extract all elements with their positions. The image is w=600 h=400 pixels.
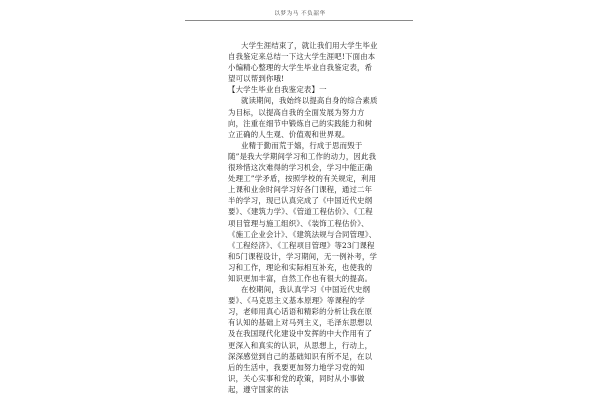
page-number: 1	[298, 382, 302, 387]
body-paragraph: 就读期间，我始终以提高自身的综合素质为目标，以提高自我的全面发展为努力方向，注重在细节中锻炼自己的实践能力和树立正确的人生观、价值观和世界观。	[228, 96, 378, 139]
page-header: 以梦为马 不负韶华	[274, 11, 326, 17]
header-divider	[185, 20, 413, 21]
document-body	[228, 40, 378, 395]
body-paragraph: 在校期间，我认真学习《中国近代史纲要》、《马克思主义基本原理》等课程的学习，老师用真心话语和精彩的分析让我在原有认知的基础上对马列主义，毛泽东思想以及在我国现代化建设中发挥的中大作用有了更深入和真实的认识，从思想上，行动上，深深感觉到自己的基础知识有所不足，在以后的生活中，我要更加努力地学习党的知识，关心实事和党的政策，同时从小事做起，遵守国家的法	[228, 285, 373, 394]
body-paragraph: 业精于勤而荒于嬉，行成于思而毁于随”是我大学期间学习和工作的动力，因此我很珍惜这次难得的学习机会，学习中能正确处理工”学矛盾，按照学校的有关规定，利用上课和业余时间学习好各门课程，通过二年半的学习，现已认真完成了《中国近代史纲要》、《建筑力学》、《管道工程估价》、《工程项目管理与施工组织》、《装饰工程估价》、《施工企业会计》、《建筑法规与合同管理》、《工程经济》、《工程项目管理》等23门课程和5门课程设计，学习期间，无一例补考，学习和工作，理论和实际相互补充，也使我的知识更加丰富，自然工作也有很大的提高。	[228, 140, 378, 283]
intro-paragraph: 大学生涯结束了，就让我们用大学生毕业自我鉴定来总结一下这大学生涯吧!下面由本小编精心整理的大学生毕业自我鉴定表，希望可以帮到你哦!	[228, 41, 378, 84]
section-title: 【大学生毕业自我鉴定表】一	[228, 85, 327, 95]
